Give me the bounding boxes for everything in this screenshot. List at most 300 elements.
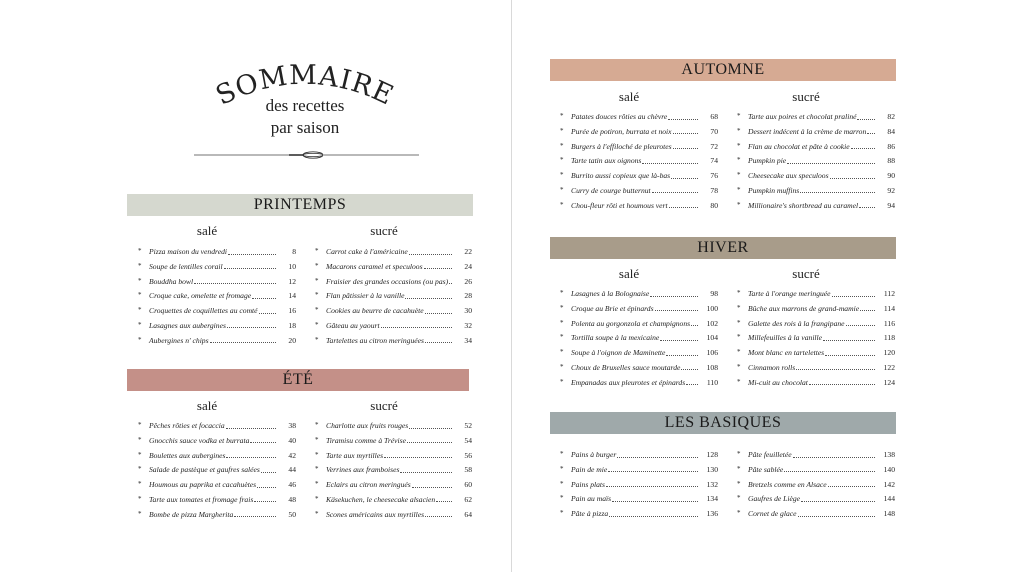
bullet-asterisk-icon: * [560, 141, 564, 150]
bullet-asterisk-icon: * [737, 362, 741, 371]
recipe-entry [138, 247, 296, 262]
page-number: 68 [710, 112, 718, 121]
recipe-entry [138, 336, 296, 351]
page-number: 142 [883, 479, 895, 489]
bullet-asterisk-icon: * [737, 494, 741, 503]
dot-leader [449, 283, 452, 284]
bullet-asterisk-icon: * [315, 306, 319, 315]
page-number: 124 [883, 377, 895, 387]
dot-leader [673, 133, 698, 134]
page-number: 100 [706, 303, 718, 313]
recipe-entry [138, 465, 296, 480]
dot-leader [796, 369, 875, 370]
page-number: 86 [887, 141, 895, 151]
page-number: 74 [710, 156, 718, 166]
dot-leader [787, 163, 875, 164]
recipe-name: Käsekuchen, le cheesecake alsacien [326, 494, 436, 504]
recipe-name: Cinnamon rolls [748, 362, 796, 372]
recipe-entry [737, 304, 895, 319]
dot-leader [830, 178, 875, 179]
recipe-entry [315, 321, 472, 336]
bullet-asterisk-icon: * [138, 465, 142, 474]
page-number: 140 [883, 464, 895, 474]
page-number: 82 [887, 112, 895, 121]
recipe-name: Pâte à pizza [571, 509, 609, 519]
bullet-asterisk-icon: * [315, 247, 319, 255]
recipe-name: Cheesecake aux speculoos [748, 171, 829, 181]
page-number: 44 [288, 465, 296, 475]
dot-leader [250, 442, 276, 443]
recipe-name: Mi-cuit au chocolat [748, 377, 808, 387]
column-head-sale: salé [618, 266, 640, 281]
bullet-asterisk-icon: * [315, 261, 319, 270]
dot-leader [681, 369, 698, 370]
recipe-entry [560, 142, 718, 157]
page-number: 120 [883, 348, 895, 358]
page-number: 88 [887, 156, 895, 166]
recipe-name: Lasagnes à la Bolognaise [571, 289, 650, 298]
page-number: 34 [464, 335, 472, 345]
recipe-name: Lasagnes aux aubergines [149, 320, 226, 330]
dot-leader [660, 340, 698, 341]
bullet-asterisk-icon: * [737, 200, 741, 209]
bullet-asterisk-icon: * [560, 479, 564, 488]
page-number: 20 [288, 335, 296, 345]
section-header-printemps: PRINTEMPS [127, 194, 473, 216]
page-number: 128 [706, 450, 718, 459]
page-number: 54 [464, 435, 472, 445]
recipe-entry [737, 289, 895, 304]
bullet-asterisk-icon: * [138, 320, 142, 329]
recipe-entry [138, 510, 296, 525]
recipe-list-ete-sucre [315, 421, 472, 525]
recipe-entry [315, 336, 472, 351]
dot-leader [226, 457, 276, 458]
page-number: 98 [710, 289, 718, 298]
bullet-asterisk-icon: * [737, 479, 741, 488]
bullet-asterisk-icon: * [737, 141, 741, 150]
recipe-name: Galette des rois à la frangipane [748, 318, 845, 328]
bullet-asterisk-icon: * [138, 494, 142, 503]
bullet-asterisk-icon: * [138, 450, 142, 459]
recipe-entry [560, 127, 718, 142]
bullet-asterisk-icon: * [560, 333, 564, 342]
dot-leader [210, 342, 276, 343]
recipe-name: Curry de courge butternut [571, 185, 651, 195]
section-header-ete: ÉTÉ [127, 369, 469, 391]
bullet-asterisk-icon: * [315, 465, 319, 474]
bullet-asterisk-icon: * [315, 450, 319, 459]
recipe-name: Pâte sablée [748, 464, 784, 474]
recipe-entry [737, 480, 895, 495]
recipe-list-hiver-sale [560, 289, 718, 393]
recipe-entry [737, 186, 895, 201]
recipe-name: Pâte feuilletée [748, 450, 792, 459]
page-number: 8 [292, 247, 296, 256]
bullet-asterisk-icon: * [138, 435, 142, 444]
recipe-name: Soupe de lentilles corail [149, 261, 223, 271]
page-number: 114 [883, 303, 895, 313]
recipe-entry [315, 495, 472, 510]
dot-leader [400, 472, 452, 473]
page-number: 70 [710, 126, 718, 136]
recipe-entry [138, 436, 296, 451]
recipe-entry [560, 171, 718, 186]
recipe-name: Tarte aux tomates et fromage frais [149, 494, 254, 504]
page-number: 72 [710, 141, 718, 151]
bullet-asterisk-icon: * [315, 509, 319, 518]
bullet-asterisk-icon: * [737, 450, 741, 458]
dot-leader [425, 342, 452, 343]
section-header-basiques: LES BASIQUES [550, 412, 896, 434]
dot-leader [425, 313, 452, 314]
recipe-name: Burrito aussi copieux que là-bas [571, 171, 671, 181]
dot-leader [424, 268, 452, 269]
bullet-asterisk-icon: * [560, 289, 564, 297]
dot-leader [606, 486, 698, 487]
recipe-name: Scones américains aux myrtilles [326, 509, 425, 519]
recipe-entry [138, 421, 296, 436]
column-head-sucre: sucré [370, 398, 398, 413]
page-number: 116 [883, 318, 895, 328]
recipe-name: Pain au maïs [571, 494, 612, 504]
recipe-name: Burgers à l'effiloché de pleurotes [571, 141, 672, 151]
dot-leader [686, 384, 698, 385]
recipe-name: Tortilla soupe à la mexicaine [571, 333, 660, 343]
dot-leader [234, 516, 276, 517]
recipe-entry [560, 289, 718, 304]
page-number: 24 [464, 261, 472, 271]
bullet-asterisk-icon: * [315, 494, 319, 503]
recipe-entry [737, 333, 895, 348]
page-number: 32 [464, 320, 472, 330]
recipe-entry [560, 378, 718, 393]
column-head-sucre: sucré [792, 266, 820, 281]
page-number: 108 [706, 362, 718, 372]
dot-leader [608, 471, 698, 472]
dot-leader [425, 516, 452, 517]
recipe-name: Empanadas aux pleurotes et épinards [571, 377, 686, 387]
recipe-entry [737, 319, 895, 334]
dot-leader [825, 355, 875, 356]
dot-leader [652, 192, 698, 193]
recipe-entry [737, 509, 895, 524]
recipe-name: Pains à burger [571, 450, 617, 459]
recipe-name: Cookies au beurre de cacahuète [326, 306, 424, 316]
dot-leader [257, 487, 276, 488]
bullet-asterisk-icon: * [737, 112, 741, 120]
recipe-list-printemps-sale [138, 247, 296, 351]
page-number: 104 [706, 333, 718, 343]
bullet-asterisk-icon: * [315, 320, 319, 329]
recipe-entry [138, 321, 296, 336]
recipe-name: Chou-fleur rôti et houmous vert [571, 200, 668, 210]
section-header-automne: AUTOMNE [550, 59, 896, 81]
recipe-entry [737, 171, 895, 186]
recipe-entry [138, 262, 296, 277]
page-number: 110 [706, 377, 718, 387]
recipe-entry [737, 201, 895, 216]
dot-leader [617, 457, 698, 458]
page-number: 38 [288, 421, 296, 430]
dot-leader [655, 310, 698, 311]
bullet-asterisk-icon: * [737, 333, 741, 342]
recipe-name: Tiramisu comme à Trévise [326, 435, 406, 445]
recipe-entry [138, 480, 296, 495]
bullet-asterisk-icon: * [560, 377, 564, 386]
dot-leader [832, 296, 875, 297]
recipe-entry [560, 465, 718, 480]
bullet-asterisk-icon: * [560, 185, 564, 194]
dot-leader [809, 384, 875, 385]
page-number: 60 [464, 480, 472, 490]
recipe-entry [737, 378, 895, 393]
recipe-name: Polenta au gorgonzola et champignons [571, 318, 691, 328]
recipe-entry [138, 451, 296, 466]
page-number: 148 [883, 509, 895, 519]
dot-leader [857, 119, 875, 120]
recipe-name: Millefeuilles à la vanille [748, 333, 823, 343]
recipe-entry [737, 363, 895, 378]
bullet-asterisk-icon: * [560, 362, 564, 371]
page-number: 42 [288, 450, 296, 460]
recipe-name: Aubergines n' chips [149, 335, 209, 345]
dot-leader [846, 325, 875, 326]
dot-leader [226, 428, 276, 429]
recipe-name: Millionaire's shortbread au caramel [748, 200, 859, 210]
recipe-name: Gaufres de Liège [748, 494, 801, 504]
recipe-name: Gâteau au yaourt [326, 320, 380, 330]
page-number: 40 [288, 435, 296, 445]
bullet-asterisk-icon: * [560, 171, 564, 180]
page-number: 122 [883, 362, 895, 372]
column-head-sale: salé [196, 398, 218, 413]
recipe-entry [737, 450, 895, 465]
page-number: 134 [706, 494, 718, 504]
recipe-entry [560, 319, 718, 334]
recipe-name: Bouddha bowl [149, 276, 194, 286]
dot-leader [412, 487, 452, 488]
subtitle-line-2: par saison [270, 118, 340, 137]
dot-leader [436, 501, 452, 502]
dot-leader [691, 325, 698, 326]
page-number: 94 [887, 200, 895, 210]
bullet-asterisk-icon: * [560, 494, 564, 503]
recipe-entry [138, 277, 296, 292]
dot-leader [671, 178, 698, 179]
recipe-list-automne-sale [560, 112, 718, 216]
recipe-name: Choux de Bruxelles sauce moutarde [571, 362, 681, 372]
bullet-asterisk-icon: * [315, 435, 319, 444]
recipe-name: Flan au chocolat et pâte à cookie [748, 141, 850, 151]
bullet-asterisk-icon: * [737, 171, 741, 180]
recipe-name: Cornet de glace [748, 509, 797, 519]
bullet-asterisk-icon: * [737, 464, 741, 473]
page-number: 12 [288, 276, 296, 286]
bullet-asterisk-icon: * [560, 348, 564, 357]
page-number: 112 [883, 289, 895, 298]
dot-leader [800, 192, 875, 193]
recipe-entry [138, 291, 296, 306]
recipe-entry [560, 186, 718, 201]
page-number: 18 [288, 320, 296, 330]
title-block [180, 60, 430, 170]
recipe-name: Pêches rôties et focaccia [149, 421, 225, 430]
recipe-entry [737, 465, 895, 480]
recipe-name: Houmous au paprika et cacahuètes [149, 480, 257, 490]
page-number: 48 [288, 494, 296, 504]
dot-leader [409, 254, 452, 255]
page-number: 58 [464, 465, 472, 475]
dot-leader [801, 501, 875, 502]
bullet-asterisk-icon: * [315, 335, 319, 344]
bullet-asterisk-icon: * [560, 200, 564, 209]
page-number: 144 [883, 494, 895, 504]
dot-leader [666, 355, 698, 356]
column-head-sale: salé [196, 223, 218, 238]
recipe-name: Salade de pastèque et gaufres salées [149, 465, 260, 475]
recipe-list-printemps-sucre [315, 247, 472, 351]
recipe-name: Tartelettes au citron meringuées [326, 335, 424, 345]
dot-leader [650, 296, 698, 297]
page-number: 130 [706, 464, 718, 474]
recipe-entry [560, 333, 718, 348]
recipe-entry [138, 495, 296, 510]
recipe-entry [560, 201, 718, 216]
page-number: 80 [710, 200, 718, 210]
recipe-name: Pains plats [571, 479, 605, 489]
dot-leader [261, 472, 276, 473]
dot-leader [784, 471, 875, 472]
recipe-entry [737, 112, 895, 127]
recipe-name: Pumpkin muffins [748, 185, 800, 195]
bullet-asterisk-icon: * [737, 156, 741, 165]
bullet-asterisk-icon: * [315, 291, 319, 300]
page-number: 90 [887, 171, 895, 181]
bullet-asterisk-icon: * [560, 318, 564, 327]
recipe-list-ete-sale [138, 421, 296, 525]
recipe-name: Dessert indécent à la crème de marron [748, 126, 867, 136]
recipe-name: Boulettes aux aubergines [149, 450, 226, 460]
page-number: 138 [883, 450, 895, 459]
column-head-sale: salé [618, 89, 640, 104]
page-number: 106 [706, 348, 718, 358]
recipe-entry [315, 510, 472, 525]
recipe-entry [560, 348, 718, 363]
bullet-asterisk-icon: * [315, 421, 319, 429]
recipe-name: Bûche aux marrons de grand-mamie [748, 303, 860, 313]
recipe-entry [737, 127, 895, 142]
dot-leader [405, 298, 452, 299]
recipe-entry [138, 306, 296, 321]
recipe-name: Flan pâtissier à la vanille [326, 291, 405, 301]
recipe-name: Pain de mie [571, 464, 608, 474]
recipe-list-basiques-1 [560, 450, 718, 524]
recipe-entry [560, 494, 718, 509]
page-number: 62 [464, 494, 472, 504]
bullet-asterisk-icon: * [560, 112, 564, 120]
recipe-entry [560, 363, 718, 378]
recipe-entry [315, 480, 472, 495]
recipe-name: Eclairs au citron meringués [326, 480, 411, 490]
bullet-asterisk-icon: * [737, 348, 741, 357]
recipe-entry [315, 451, 472, 466]
bullet-asterisk-icon: * [560, 464, 564, 473]
page-number: 50 [288, 509, 296, 519]
column-head-sucre: sucré [370, 223, 398, 238]
recipe-name: Tarte aux poires et chocolat praliné [748, 112, 857, 121]
bullet-asterisk-icon: * [737, 185, 741, 194]
bullet-asterisk-icon: * [138, 306, 142, 315]
bullet-asterisk-icon: * [737, 318, 741, 327]
page-number: 16 [288, 306, 296, 316]
recipe-entry [315, 262, 472, 277]
recipe-entry [560, 480, 718, 495]
recipe-name: Verrines aux framboises [326, 465, 400, 475]
page-number: 132 [706, 479, 718, 489]
dot-leader [227, 327, 276, 328]
recipe-name: Croque au Brie et épinards [571, 303, 654, 313]
recipe-entry [315, 465, 472, 480]
page-number: 14 [288, 291, 296, 301]
dot-leader [798, 516, 875, 517]
dot-leader [669, 207, 698, 208]
whisk-divider [194, 150, 419, 160]
page-number: 46 [288, 480, 296, 490]
dot-leader [409, 428, 452, 429]
bullet-asterisk-icon: * [315, 480, 319, 489]
bullet-asterisk-icon: * [138, 335, 142, 344]
recipe-name: Soupe à l'oignon de Maminette [571, 348, 666, 358]
page-number: 22 [464, 247, 472, 256]
dot-leader [673, 148, 698, 149]
subtitle-line-1: des recettes [265, 96, 345, 115]
page-number: 118 [883, 333, 895, 343]
recipe-list-automne-sucre [737, 112, 895, 216]
page-number: 64 [464, 509, 472, 519]
recipe-name: Gnocchis sauce vodka et burrata [149, 435, 250, 445]
recipe-entry [315, 421, 472, 436]
recipe-name: Purée de potiron, burrata et noix [571, 126, 672, 136]
page-number: 92 [887, 185, 895, 195]
bullet-asterisk-icon: * [138, 261, 142, 270]
page-spine [511, 0, 512, 572]
dot-leader [859, 207, 875, 208]
bullet-asterisk-icon: * [737, 303, 741, 312]
recipe-name: Mont blanc en tartelettes [748, 348, 825, 358]
recipe-entry [737, 142, 895, 157]
page-number: 78 [710, 185, 718, 195]
recipe-entry [560, 509, 718, 524]
dot-leader [609, 516, 698, 517]
page-number: 136 [706, 509, 718, 519]
recipe-name: Croquettes de coquillettes au comté [149, 306, 258, 316]
dot-leader [228, 254, 276, 255]
recipe-name: Tarte à l'orange meringuée [748, 289, 831, 298]
recipe-name: Pizza maison du vendredi [149, 247, 227, 256]
dot-leader [793, 457, 875, 458]
page-number: 28 [464, 291, 472, 301]
dot-leader [642, 163, 698, 164]
bullet-asterisk-icon: * [138, 276, 142, 285]
dot-leader [407, 442, 452, 443]
bullet-asterisk-icon: * [737, 289, 741, 297]
recipe-name: Tarte tatin aux oignons [571, 156, 642, 166]
page-number: 10 [288, 261, 296, 271]
bullet-asterisk-icon: * [138, 247, 142, 255]
recipe-name: Tarte aux myrtilles [326, 450, 384, 460]
bullet-asterisk-icon: * [138, 509, 142, 518]
